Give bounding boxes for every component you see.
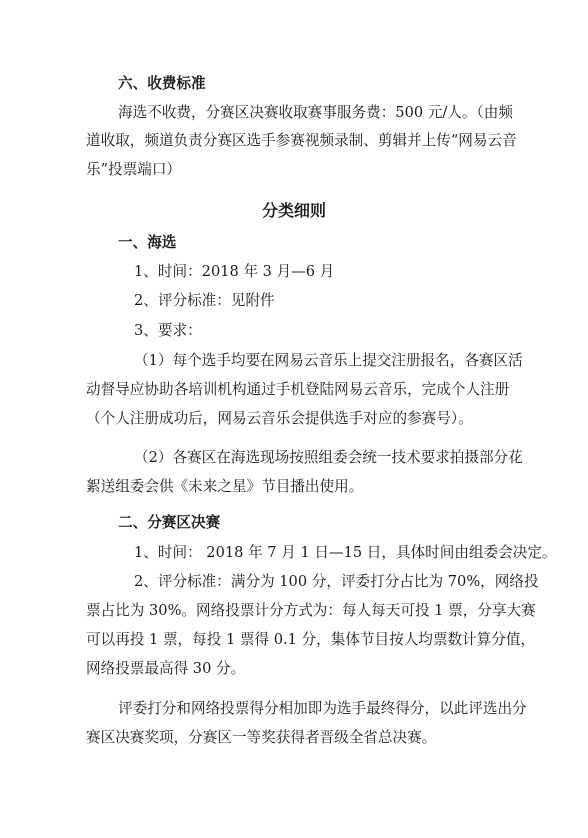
paragraph-line: 赛区决赛奖项，分赛区一等奖获得者晋级全省总决赛。 — [86, 729, 437, 746]
paragraph-line: 动督导应协助各培训机构通过手机登陆网易云音乐，完成个人注册 — [86, 381, 510, 398]
paragraph-line: 乐”投票端口） — [86, 161, 182, 178]
paragraph-line: 絮送组委会供《未来之星》节目播出使用。 — [86, 478, 364, 495]
list-item: 2、评分标准：见附件 — [134, 292, 275, 309]
paragraph-line: 2、评分标准：满分为 100 分，评委打分占比为 70%，网络投 — [134, 573, 539, 590]
list-item: 1、时间：2018 年 3 月—6 月 — [134, 263, 335, 280]
paragraph-line: （1）每个选手均要在网易云音乐上提交注册报名，各赛区活 — [134, 352, 523, 369]
section-heading-fees: 六、收费标准 — [118, 75, 206, 92]
paragraph-line: 道收取，频道负责分赛区选手参赛视频录制、剪辑并上传“网易云音 — [86, 132, 517, 149]
paragraph-line: 票占比为 30%。网络投票计分方式为：每人每天可投 1 票，分享大赛 — [86, 602, 536, 619]
section-heading-audition: 一、海选 — [118, 234, 177, 251]
paragraph-line: 可以再投 1 票，每投 1 票得 0.1 分，集体节目按人均票数计算分值， — [86, 631, 536, 648]
paragraph-line: 网络投票最高得 30 分。 — [86, 660, 246, 677]
paragraph-line: 海选不收费，分赛区决赛收取赛事服务费：500 元/人。（由频 — [118, 104, 513, 121]
paragraph-line: （2）各赛区在海选现场按照组委会统一技术要求拍摄部分花 — [134, 449, 523, 466]
paragraph-line: （个人注册成功后，网易云音乐会提供选手对应的参赛号）。 — [86, 410, 473, 427]
list-item: 3、要求： — [134, 322, 202, 339]
section-heading-final: 二、分赛区决赛 — [118, 514, 221, 531]
paragraph-line: 评委打分和网络投票得分相加即为选手最终得分，以此评选出分 — [118, 700, 527, 717]
list-item: 1、时间： 2018 年 7 月 1 日—15 日，具体时间由组委会决定。 — [134, 544, 557, 561]
details-title: 分类细则 — [261, 201, 326, 220]
